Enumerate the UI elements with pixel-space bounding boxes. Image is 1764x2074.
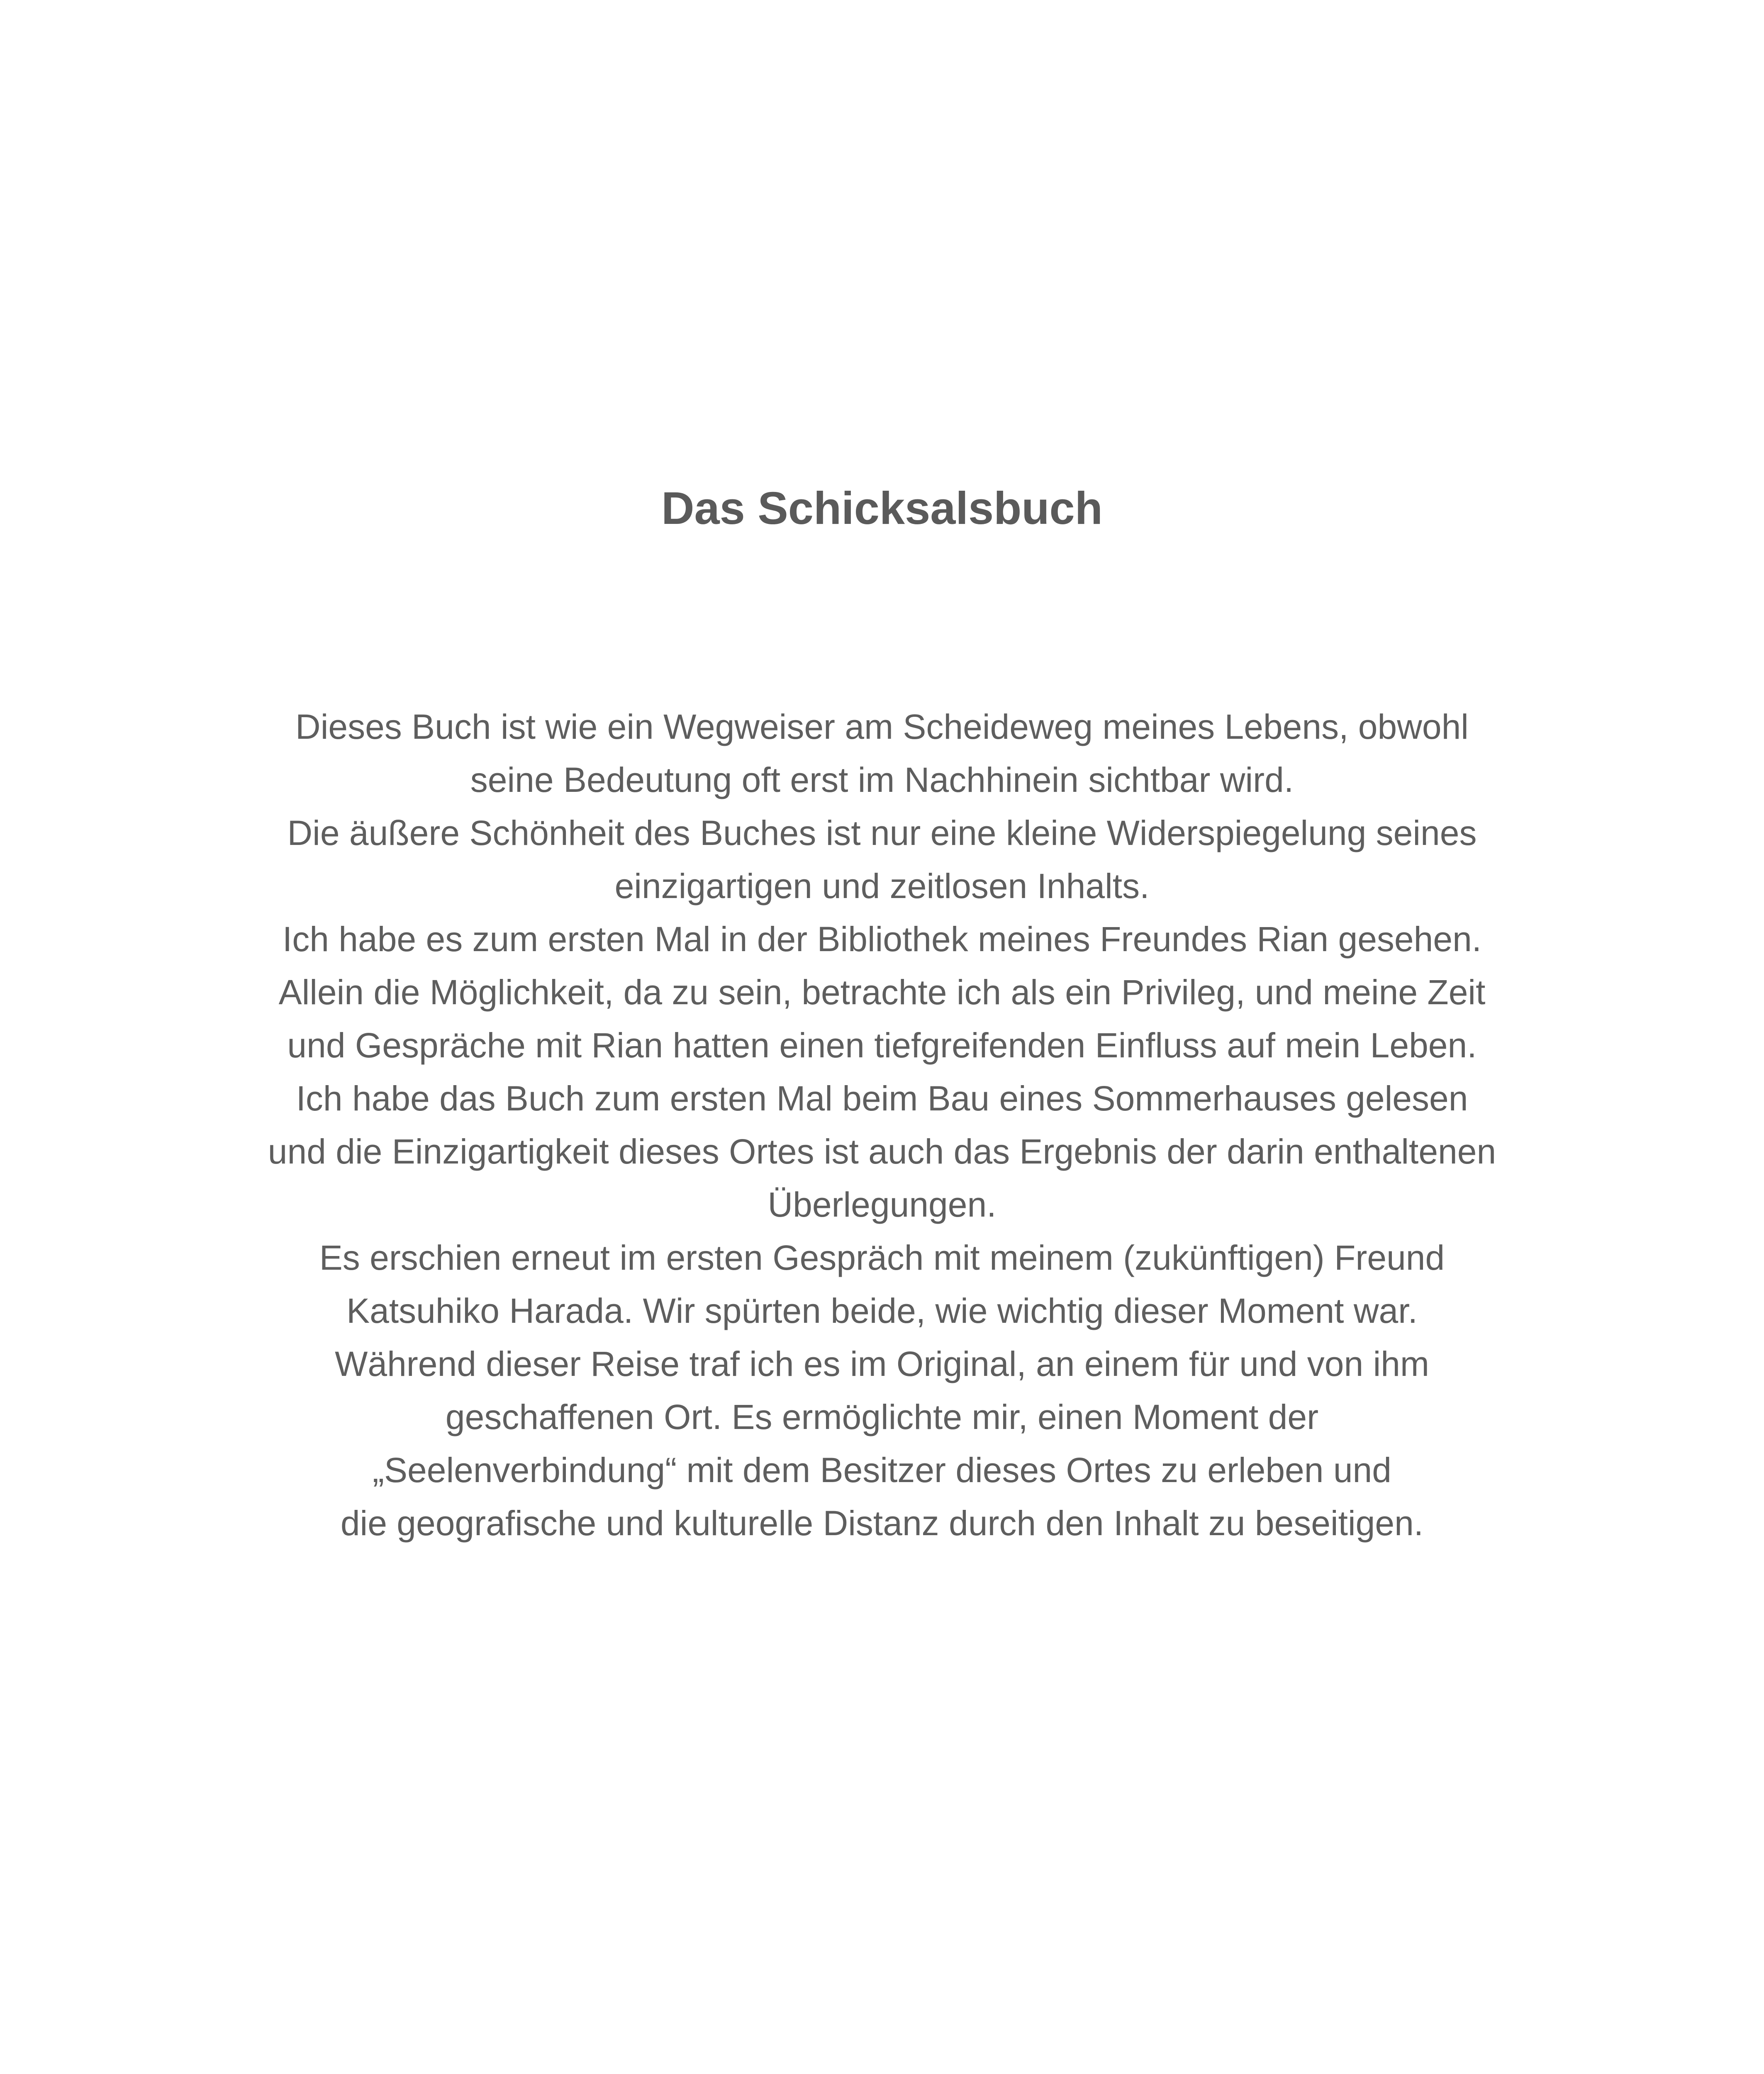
body-line: Während dieser Reise traf ich es im Original, an einem für und von ihm (335, 1344, 1429, 1383)
body-line: die geografische und kulturelle Distanz durch den Inhalt zu beseitigen. (340, 1504, 1424, 1543)
body-line: Ich habe das Buch zum ersten Mal beim Bau eines Sommerhauses gelesen (296, 1079, 1468, 1118)
page-title: Das Schicksalsbuch (661, 483, 1103, 534)
body-line: seine Bedeutung oft erst im Nachhinein sichtbar wird. (470, 760, 1294, 799)
body-line: einzigartigen und zeitlosen Inhalts. (614, 867, 1150, 906)
body-line: Es erschien erneut im ersten Gespräch mit meinem (zukünftigen) Freund (319, 1238, 1445, 1277)
body-line: Überlegungen. (767, 1185, 997, 1224)
body-line: Katsuhiko Harada. Wir spürten beide, wie wichtig dieser Moment war. (346, 1291, 1418, 1330)
body-line: und die Einzigartigkeit dieses Ortes ist auch das Ergebnis der darin enthaltenen (268, 1132, 1496, 1171)
body-line: und Gespräche mit Rian hatten einen tiefgreifenden Einfluss auf mein Leben. (287, 1026, 1477, 1065)
body-line: Ich habe es zum ersten Mal in der Bibliothek meines Freundes Rian gesehen. (282, 920, 1482, 959)
body-line: geschaffenen Ort. Es ermöglichte mir, einen Moment der (445, 1397, 1319, 1436)
body-line: „Seelenverbindung“ mit dem Besitzer dieses Ortes zu erleben und (373, 1451, 1391, 1490)
body-line: Die äußere Schönheit des Buches ist nur eine kleine Widerspiegelung seines (287, 813, 1477, 852)
body-line: Allein die Möglichkeit, da zu sein, betrachte ich als ein Privileg, und meine Zeit (278, 973, 1486, 1012)
body-text (135, 700, 1629, 1550)
body-line: Dieses Buch ist wie ein Wegweiser am Scheideweg meines Lebens, obwohl (295, 707, 1469, 746)
